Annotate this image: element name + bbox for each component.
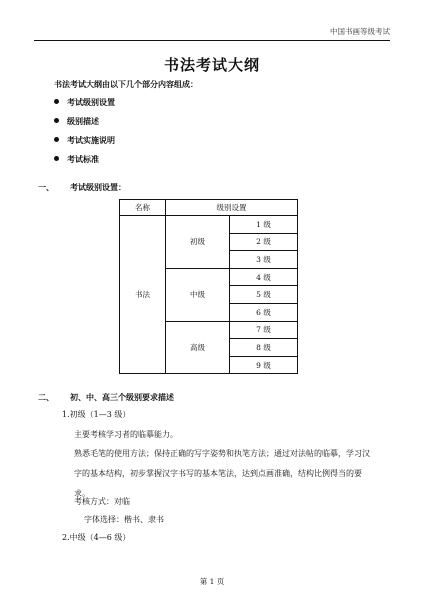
contents-item-label: 考试实施说明 (67, 135, 115, 145)
group-cell: 初级 (166, 216, 230, 269)
level-cell: 3 级 (230, 251, 298, 269)
group-cell: 高级 (166, 321, 230, 374)
level-item-fonts: 字体选择：楷书、隶书 (84, 515, 164, 524)
section-title: 初、中、高三个级别要求描述 (70, 392, 174, 402)
contents-item (54, 154, 115, 173)
document-title: 书法考试大纲 (163, 56, 260, 74)
contents-item-label: 考试级别设置 (67, 97, 115, 107)
contents-item-label: 考试标准 (67, 154, 99, 164)
header-divider (34, 40, 390, 41)
section-number: 二、 (38, 392, 54, 402)
level-cell: 9 级 (230, 356, 298, 374)
group-cell: 中级 (166, 268, 230, 321)
table-header-setting: 级别设置 (166, 200, 298, 216)
level-item-title: 1.初级（1—3 级） (62, 410, 131, 419)
contents-item (54, 116, 115, 135)
section-title: 考试级别设置： (70, 182, 126, 192)
intro-text: 书法考试大纲由以下几个部分内容组成： (54, 79, 198, 89)
section-heading-requirements (38, 392, 174, 403)
level-item-title: 2.中级（4—6 级） (62, 533, 131, 542)
contents-list (54, 97, 115, 173)
subject-cell: 书法 (120, 216, 166, 374)
section-heading-levels (38, 182, 126, 193)
bullet-icon (54, 118, 59, 123)
level-cell: 2 级 (230, 233, 298, 251)
level-cell: 1 级 (230, 216, 298, 234)
page-number: 第 1 页 (199, 577, 225, 586)
level-cell: 6 级 (230, 303, 298, 321)
bullet-icon (54, 99, 59, 104)
level-cell: 8 级 (230, 339, 298, 357)
level-table (119, 199, 298, 374)
level-item-description: 熟悉毛笔的使用方法；保持正确的写字姿势和执笔方法；通过对法帖的临摹，学习汉字的基本结构，初步掌握汉字书写的基本笔法，达到点画准确，结构比例得当的要求。 (74, 449, 370, 498)
bullet-icon (54, 156, 59, 161)
level-cell: 5 级 (230, 286, 298, 304)
running-header: 中国书画等级考试 (330, 27, 390, 36)
table-header-row (120, 200, 298, 216)
section-number: 一、 (38, 182, 54, 192)
contents-item-label: 级别描述 (67, 116, 99, 126)
bullet-icon (54, 137, 59, 142)
level-item-goal: 主要考核学习者的临摹能力。 (74, 430, 178, 439)
contents-item (54, 135, 115, 154)
level-cell: 7 级 (230, 321, 298, 339)
contents-item (54, 97, 115, 116)
table-row (120, 216, 298, 234)
level-cell: 4 级 (230, 268, 298, 286)
level-item-method: 考核方式：对临 (74, 497, 130, 506)
table-header-name: 名称 (120, 200, 166, 216)
